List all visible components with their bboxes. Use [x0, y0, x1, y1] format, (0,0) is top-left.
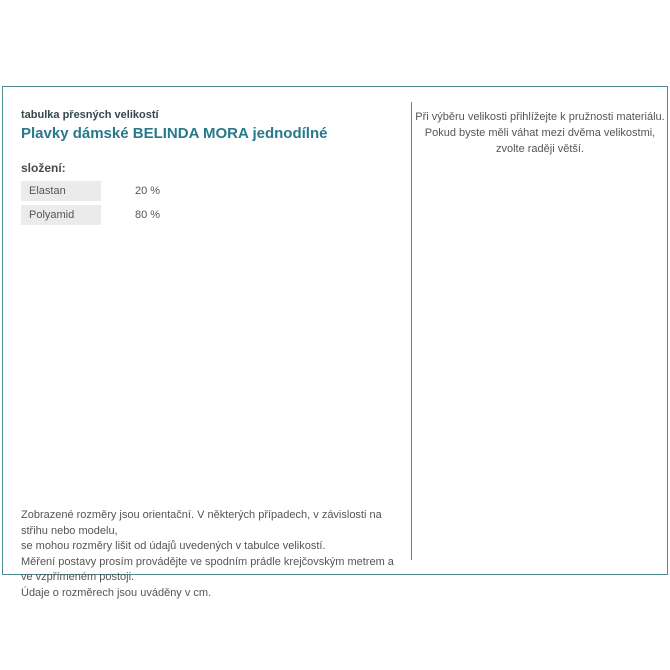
- material-share: 80 %: [135, 209, 161, 221]
- table-row: [21, 205, 321, 225]
- sizing-advice: [413, 87, 667, 157]
- section-label: tabulka přesných velikostí: [21, 109, 159, 121]
- product-title: Plavky dámské BELINDA MORA jednodílné: [21, 125, 328, 142]
- note-line: Údaje o rozměrech jsou uváděny v cm.: [21, 586, 212, 599]
- composition-heading: složení:: [21, 161, 66, 175]
- advice-line: zvolte raději větší.: [495, 143, 585, 155]
- note-line: Měření postavy prosím provádějte ve spodním prádle krejčovským metrem a ve vzpřímeném postoji.: [21, 555, 394, 583]
- content-box: [2, 86, 668, 599]
- note-line: Zobrazené rozměry jsou orientační. V některých případech, v závislosti na střihu nebo modelu,: [21, 509, 382, 537]
- composition-table: [21, 181, 321, 229]
- material-name: Polyamid: [21, 205, 101, 225]
- right-panel: [413, 87, 667, 574]
- advice-line: Při výběru velikosti přihlížejte k pružnosti materiálu.: [415, 111, 665, 123]
- vertical-divider: [411, 102, 412, 560]
- material-name: Elastan: [21, 181, 101, 201]
- note-line: se mohou rozměry lišit od údajů uvedených v tabulce velikostí.: [21, 540, 326, 552]
- table-row: [21, 181, 321, 201]
- left-panel: [3, 87, 411, 599]
- measurement-notes: [21, 508, 401, 601]
- material-share: 20 %: [135, 185, 161, 197]
- advice-line: Pokud byste měli váhat mezi dvěma velikostmi,: [424, 127, 656, 139]
